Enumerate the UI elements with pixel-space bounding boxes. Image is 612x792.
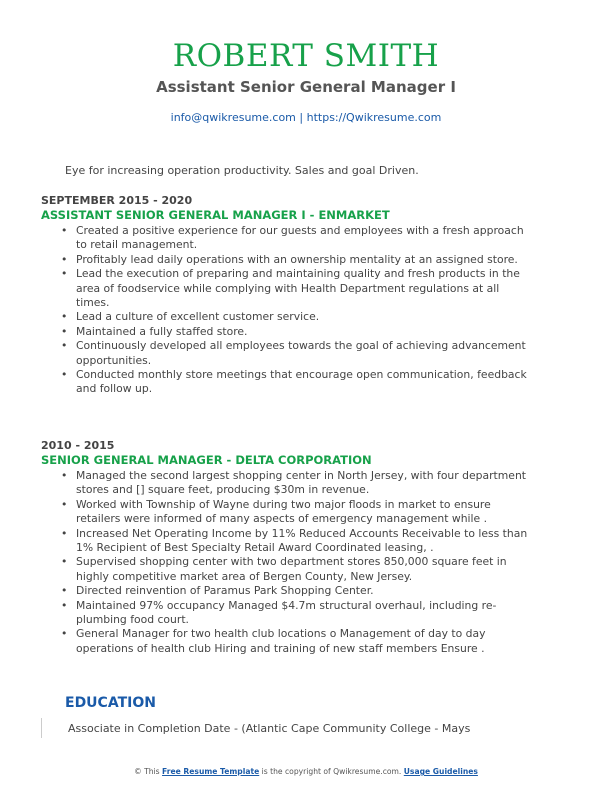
list-item: • Created a positive experience for our guests and employees with a fresh approach to retail management. xyxy=(76,224,531,253)
education-heading: EDUCATION xyxy=(65,695,156,711)
list-item: • General Manager for two health club locations o Management of day to day operations of health club Hiring and training of new staff members Ensure . xyxy=(76,627,531,656)
list-item: • Maintained a fully staffed store. xyxy=(76,325,531,339)
free-template-link[interactable]: Free Resume Template xyxy=(162,767,260,776)
list-item: • Maintained 97% occupancy Managed $4.7m structural overhaul, including re-plumbing food court. xyxy=(76,599,531,628)
list-item: • Increased Net Operating Income by 11% Reduced Accounts Receivable to less than 1% Recipient of Best Specialty Retail Award Coordinated leasing, . xyxy=(76,527,531,556)
list-item: • Profitably lead daily operations with an ownership mentality at an assigned store. xyxy=(76,253,531,267)
list-item: • Lead a culture of excellent customer service. xyxy=(76,310,531,324)
job-bullets xyxy=(41,469,531,656)
footer xyxy=(0,767,612,777)
website-link[interactable]: https://Qwikresume.com xyxy=(306,111,442,124)
list-item: • Lead the execution of preparing and maintaining quality and fresh products in the area of foodservice while complying with Health Department regulations at all times. xyxy=(76,267,531,310)
list-item: • Supervised shopping center with two department stores 850,000 square feet in highly competitive market area of Bergen County, New Jersey. xyxy=(76,555,531,584)
job-entry-1 xyxy=(41,194,531,397)
candidate-name: ROBERT SMITH xyxy=(172,38,440,74)
job-dates: SEPTEMBER 2015 - 2020 xyxy=(41,194,193,207)
contact-line xyxy=(0,111,612,125)
footer-prefix: © This xyxy=(134,767,160,776)
email-link[interactable]: info@qwikresume.com xyxy=(170,111,296,124)
list-item: • Directed reinvention of Paramus Park Shopping Center. xyxy=(76,584,531,598)
job-role: SENIOR GENERAL MANAGER - DELTA CORPORATION xyxy=(41,453,372,467)
list-item: • Continuously developed all employees towards the goal of achieving advancement opportunities. xyxy=(76,339,531,368)
job-dates: 2010 - 2015 xyxy=(41,439,115,452)
candidate-title: Assistant Senior General Manager I xyxy=(156,78,456,96)
list-item: • Worked with Township of Wayne during two major floods in market to ensure retailers were informed of many aspects of emergency management while . xyxy=(76,498,531,527)
summary-text: Eye for increasing operation productivity. Sales and goal Driven. xyxy=(65,164,419,177)
list-item: • Conducted monthly store meetings that encourage open communication, feedback and follow up. xyxy=(76,368,531,397)
list-item: • Managed the second largest shopping center in North Jersey, with four department stores and [] square feet, producing $30m in revenue. xyxy=(76,469,531,498)
job-entry-2 xyxy=(41,439,531,656)
contact-separator: | xyxy=(299,111,304,124)
job-bullets xyxy=(41,224,531,397)
usage-guidelines-link[interactable]: Usage Guidelines xyxy=(403,767,478,776)
education-divider xyxy=(41,718,42,738)
footer-middle: is the copyright of Qwikresume.com. xyxy=(261,767,402,776)
education-entry: Associate in Completion Date - (Atlantic Cape Community College - Mays xyxy=(68,722,471,735)
job-role: ASSISTANT SENIOR GENERAL MANAGER I - ENMARKET xyxy=(41,208,390,222)
